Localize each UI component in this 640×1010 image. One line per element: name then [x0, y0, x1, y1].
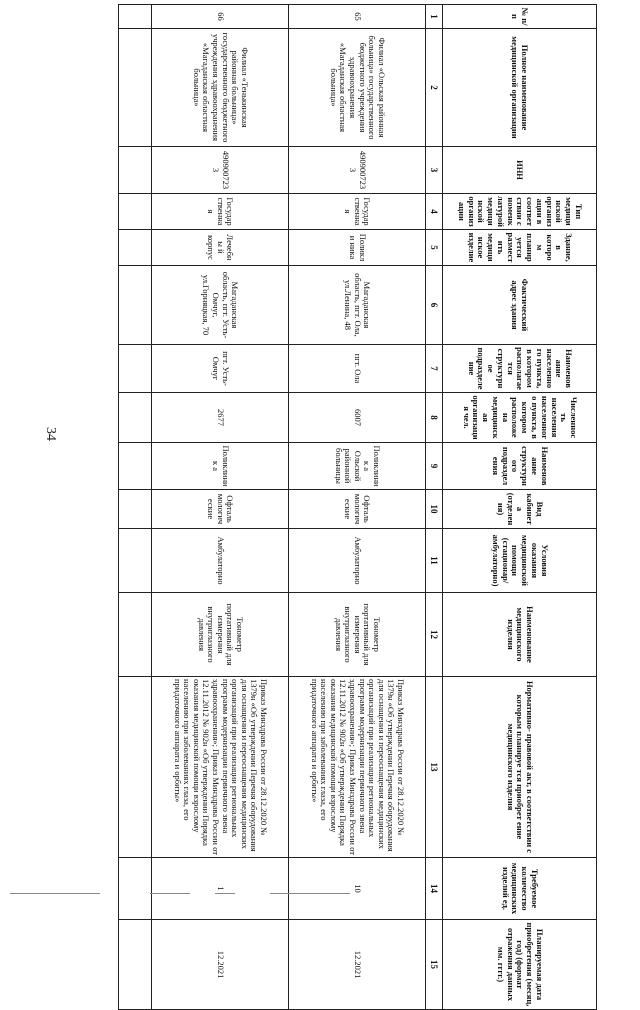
column-number: 4 — [426, 194, 443, 230]
building: Поликли ника — [289, 230, 426, 266]
table-row — [152, 5, 289, 1010]
header-cell: Наименование медицинского изделия — [443, 593, 597, 677]
cabinet-type: Офталь мологич еские — [289, 490, 426, 529]
legal-act: Приказ Минздрава России от 28.12.2020 № 1379н «Об утверждении Перечня оборудования для оснащения и переоснащения медицинских организаций при реализации региональных программ модернизации первичного звена здравоохранения»; Приказ Минздрава России от 12.11.2012 № 902н «Об утверждении Порядка оказания медицинской помощи взрослому населению при заболеваниях глаза, его придаточного аппарата и орбиты» — [152, 677, 289, 858]
population: 2677 — [152, 393, 289, 443]
column-number-row — [426, 5, 443, 1010]
settlement: пгт. Ола — [289, 345, 426, 393]
purchase-date: 12.2021 — [289, 920, 426, 1010]
quantity: 10 — [289, 858, 426, 920]
header-cell: Фактический адрес здания — [443, 266, 597, 345]
header-cell: № п/п — [443, 5, 597, 29]
column-number: 3 — [426, 147, 443, 194]
column-number: 9 — [426, 443, 443, 490]
organization-name: Филиал «Ольская районная больница» государственного бюджетного учреждения здравоохранения «Магаданская областная больница» — [289, 29, 426, 147]
equipment-table — [118, 4, 597, 1010]
inn: 4909007233 — [289, 147, 426, 194]
cabinet-type: Офталь мологич еские — [152, 490, 289, 529]
table-row — [289, 5, 426, 1010]
header-cell: ИНН — [443, 147, 597, 194]
organization-type: Государ ственная — [152, 194, 289, 230]
header-cell: Планируемая дата приобретения (месяц, год) (формат отражения данных мм. гггг.) — [443, 920, 597, 1010]
care-conditions: Амбулаторно — [152, 529, 289, 593]
header-cell: Полное наименование медицинской организации — [443, 29, 597, 147]
footer-rule — [0, 893, 640, 894]
header-row — [443, 5, 597, 1010]
care-conditions: Амбулаторно — [289, 529, 426, 593]
device-name: Тонометр портативный для измерения внутриглазного давления — [152, 593, 289, 677]
column-number: 14 — [426, 858, 443, 920]
column-number: 12 — [426, 593, 443, 677]
header-cell: Вид кабинета (отделения) — [443, 490, 597, 529]
column-number: 6 — [426, 266, 443, 345]
column-number: 8 — [426, 393, 443, 443]
building: Лечебны й корпус — [152, 230, 289, 266]
column-number: 10 — [426, 490, 443, 529]
header-cell: Требуемое количество медицинских изделий ед. — [443, 858, 597, 920]
column-number: 5 — [426, 230, 443, 266]
column-number: 15 — [426, 920, 443, 1010]
purchase-date: 12.2021 — [152, 920, 289, 1010]
quantity: 1 — [152, 858, 289, 920]
column-number: 1 — [426, 5, 443, 29]
address: Магаданская область, пгт. Усть-Омчуг, ул.Горняцкая, 70 — [152, 266, 289, 345]
inn: 4909007233 — [152, 147, 289, 194]
legal-act: Приказ Минздрава России от 28.12.2020 № 1379н «Об утверждении Перечня оборудования для оснащения и переоснащения медицинских организаций при реализации региональных программ модернизации первичного звена здравоохранения»; Приказ Минздрава России от 12.11.2012 № 902н «Об утверждении Порядка оказания медицинской помощи взрослому населению при заболеваниях глаза, его придаточного аппарата и орбиты» — [289, 677, 426, 858]
device-name: Тонометр портативный для измерения внутриглазного давления — [289, 593, 426, 677]
organization-type: Государ ственная — [289, 194, 426, 230]
structural-unit: Поликлиник а — [152, 443, 289, 490]
row-number: 66 — [152, 5, 289, 29]
column-number: 11 — [426, 529, 443, 593]
header-cell: Наименование населенного пункта, в котором располагается структурное подразделение — [443, 345, 597, 393]
header-cell: Тип медицинской организации в соответствии с номенклатурой медицинской организации — [443, 194, 597, 230]
rotated-table-wrapper — [62, 4, 597, 1007]
header-cell: Нормативно- правовой акт, в соответствии с которым планируе тся приобрет ение медицинского изделия — [443, 677, 597, 858]
column-number: 13 — [426, 677, 443, 858]
row-number: 65 — [289, 5, 426, 29]
address: Магаданская область, пгт. Ола, ул.Ленина, 48 — [289, 266, 426, 345]
settlement: пгт. Усть-Омчуг — [152, 345, 289, 393]
population: 6007 — [289, 393, 426, 443]
empty-row — [119, 5, 152, 1010]
header-cell: Условия оказания медицинской помощи (стационар/амбулаторно) — [443, 529, 597, 593]
header-cell: Наименование структурного подразделения — [443, 443, 597, 490]
organization-name: Филиал «Тенькинская районная больница» государственного бюджетного учреждения здравоохранения «Магаданская областная больница» — [152, 29, 289, 147]
column-number: 2 — [426, 29, 443, 147]
header-cell: Здание, в котором планируется разместить медицинское изделие — [443, 230, 597, 266]
column-number: 7 — [426, 345, 443, 393]
header-cell: Численность населения населенного пункта, в котором расположена медицинская организация чел. — [443, 393, 597, 443]
structural-unit: Поликлиник а Ольской районной больницы — [289, 443, 426, 490]
page-number: 34 — [43, 427, 58, 441]
